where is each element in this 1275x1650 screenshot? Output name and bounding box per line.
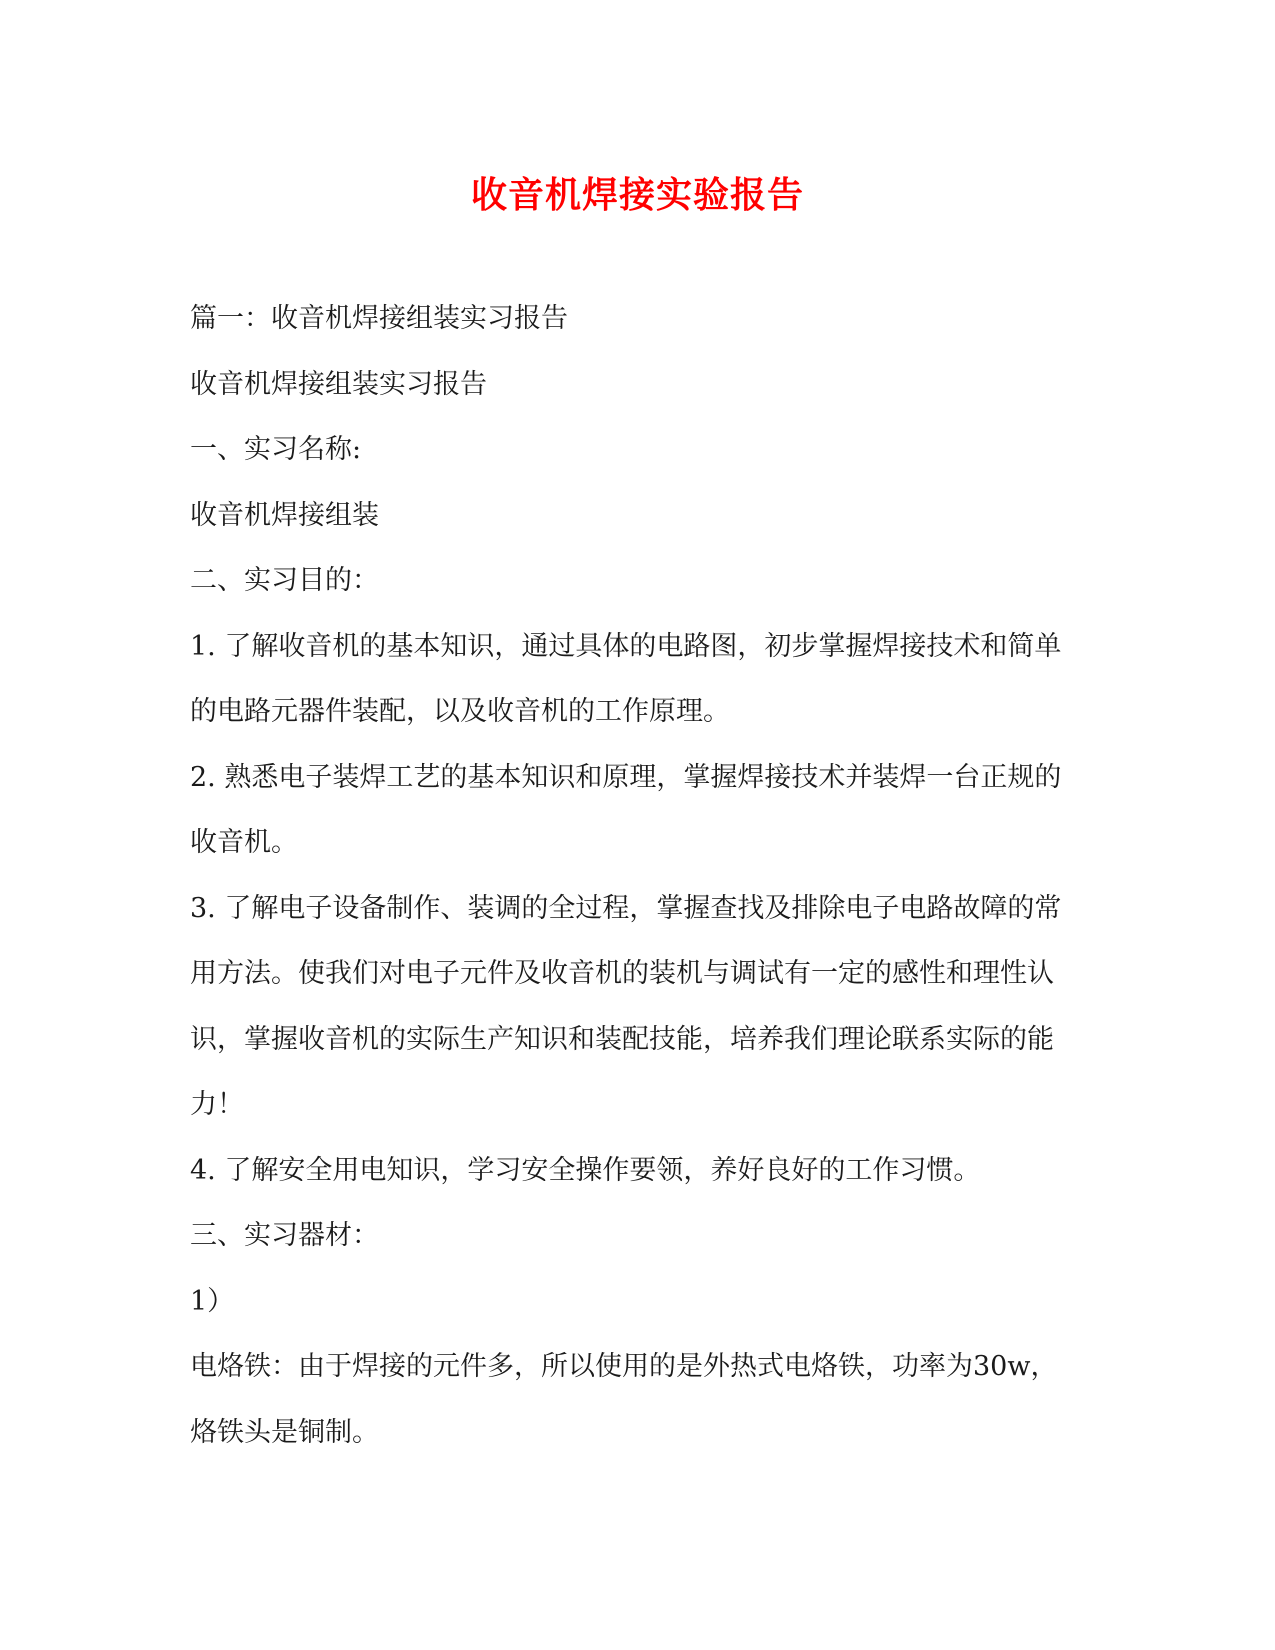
list-item: 4. 了解安全用电知识，学习安全操作要领，养好良好的工作习惯。 xyxy=(190,1154,981,1186)
section-heading: 一、实习名称: xyxy=(190,434,362,465)
list-number: 1） xyxy=(190,1285,235,1317)
report-subtitle: 收音机焊接组装实习报告 xyxy=(190,368,487,400)
section-heading: 三、实习器材： xyxy=(190,1220,379,1251)
paragraph: 电烙铁：由于焊接的元件多，所以使用的是外热式电烙铁，功率为30w，烙铁头是铜制。 xyxy=(190,1351,1058,1448)
list-item: 2. 熟悉电子装焊工艺的基本知识和原理，掌握焊接技术并装焊一台正规的收音机。 xyxy=(190,761,1062,858)
section-heading: 篇一：收音机焊接组装实习报告 xyxy=(190,303,568,334)
document-title: 收音机焊接实验报告 xyxy=(470,174,804,216)
paragraph: 收音机焊接组装 xyxy=(190,499,379,531)
document-body xyxy=(190,286,1070,1465)
list-item: 1. 了解收音机的基本知识，通过具体的电路图，初步掌握焊接技术和简单的电路元器件装配，以及收音机的工作原理。 xyxy=(190,630,1062,727)
section-heading: 二、实习目的： xyxy=(190,565,379,596)
list-item: 3. 了解电子设备制作、装调的全过程，掌握查找及排除电子电路故障的常用方法。使我们对电子元件及收音机的装机与调试有一定的感性和理性认识，掌握收音机的实际生产知识和装配技能，培养我们理论联系实际的能力！ xyxy=(190,892,1062,1120)
